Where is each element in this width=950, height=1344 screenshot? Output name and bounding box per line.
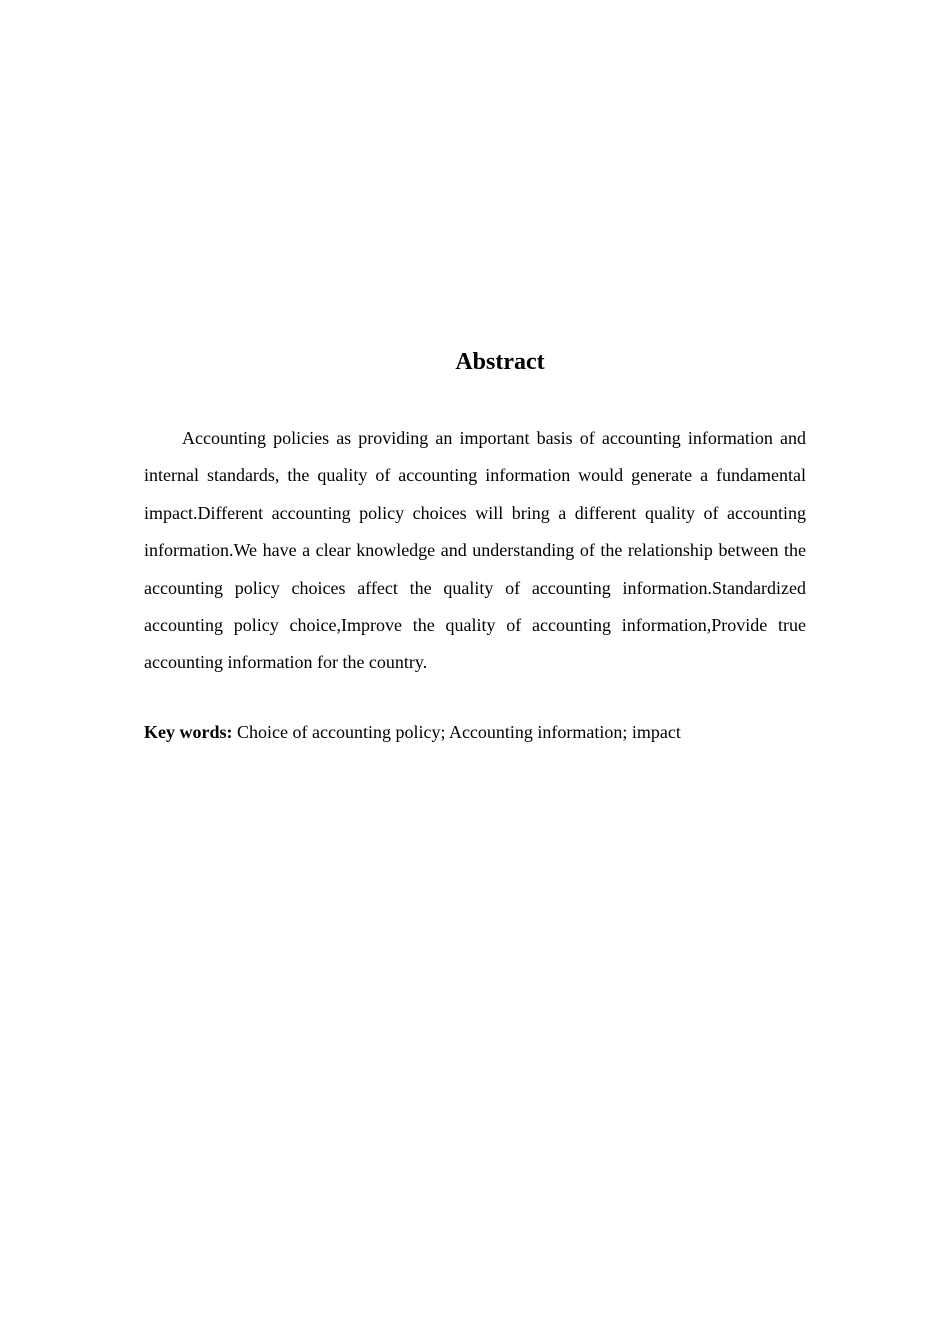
abstract-paragraph: Accounting policies as providing an important basis of accounting information and internal standards, the quality of accounting information would generate a fundamental impact.Different accounting policy choices will bring a different quality of accounting information.We have a clear knowledge and understanding of the relationship between the accounting policy choices affect the quality of accounting information.Standardized accounting policy choice,Improve the quality of accounting information,Provide true accounting information for the country. — [144, 428, 806, 673]
keywords-label: Key words: — [144, 722, 233, 742]
keywords-text: Choice of accounting policy; Accounting information; impact — [232, 722, 681, 742]
page-title: Abstract — [455, 349, 545, 375]
keywords-line — [144, 714, 806, 751]
